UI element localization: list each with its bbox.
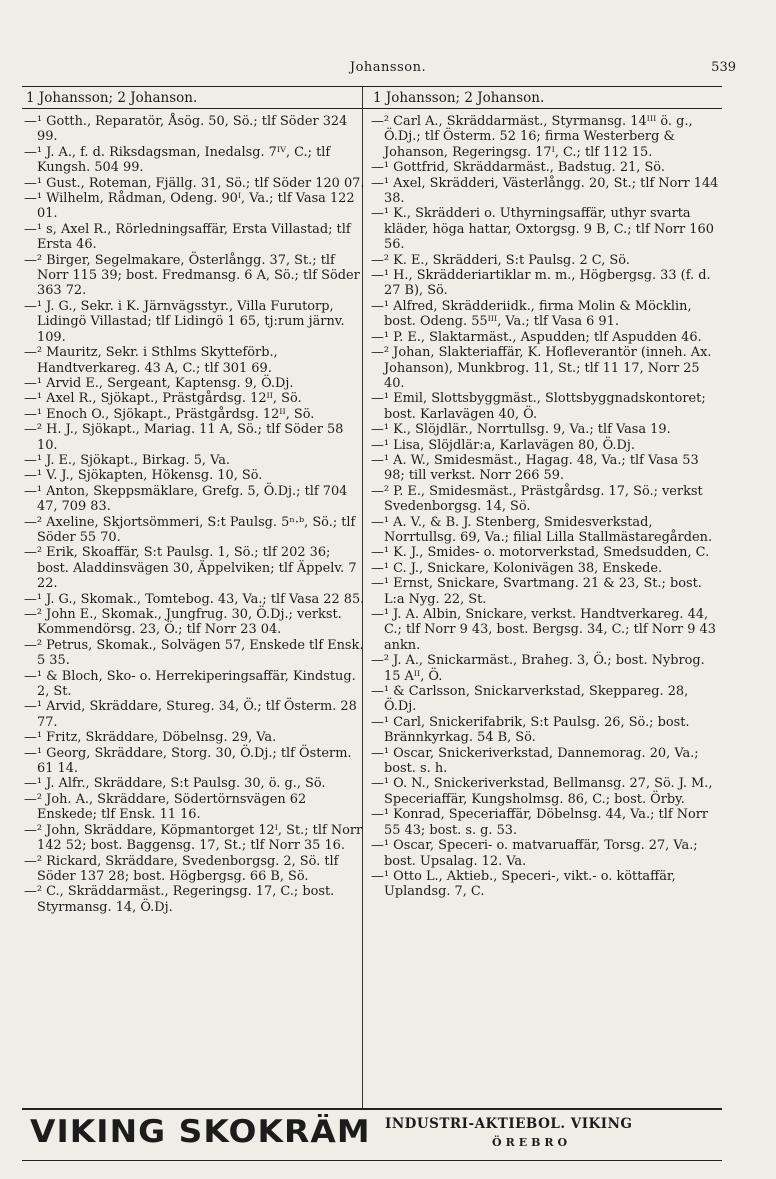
advertisement-footer (0, 1114, 776, 1164)
page-header (0, 58, 776, 80)
directory-entry: —¹ J. G., Skomak., Tomtebog. 43, Va.; tlf Vasa 22 85. (24, 591, 365, 607)
directory-entry: —² Carl A., Skräddarmäst., Styrmansg. 14ᴵᴵᴵ ö. g., Ö.Dj.; tlf Österm. 52 16; firma Westerberg & Johanson, Regeringsg. 17ᴵ, C.; tlf 112 15. (371, 114, 693, 160)
directory-entry: —¹ Oscar, Speceri- o. matvaruaffär, Torsg. 27, Va.; bost. Upsalag. 12. Va. (371, 838, 698, 869)
directory-entry: —¹ J. A., f. d. Riksdagsman, Inedalsg. 7ᴵⱽ, C.; tlf Kungsh. 504 99. (24, 144, 331, 176)
directory-entry: —¹ J. A. Albin, Snickare, verkst. Handtverkareg. 44, C.; tlf Norr 9 43, bost. Bergsg. 34, C.; tlf Norr 9 43 ankn. (371, 607, 716, 653)
directory-entry: —¹ Enoch O., Sjökapt., Prästgårdsg. 12ᴵᴵ, Sö. (24, 406, 315, 422)
directory-entry: —¹ Axel, Skrädderi, Västerlångg. 20, St.; tlf Norr 144 38. (371, 175, 719, 207)
directory-entry: —¹ Otto L., Aktieb., Speceri-, vikt.- o. köttaffär, Uplandsg. 7, C. (371, 868, 676, 900)
directory-entry: —² J. A., Snickarmäst., Braheg. 3, Ö.; bost. Nybrog. 15 Aᴵᴵ, Ö. (371, 653, 705, 684)
directory-entry: —² Mauritz, Sekr. i Sthlms Skytteförb., Handtverkareg. 43 A, C.; tlf 301 69. (24, 345, 278, 376)
directory-entry: —¹ Axel R., Sjökapt., Prästgårdsg. 12ᴵᴵ, Sö. (24, 391, 302, 407)
company-city: ÖREBRO (492, 1136, 572, 1149)
directory-entry: —² Johan, Slakteriaffär, K. Hofleverantör (inneh. Ax. Johanson), Munkbrog. 11, St.; tlf 11 17, Norr 25 40. (371, 345, 712, 391)
directory-entry: —¹ Emil, Slottsbyggmäst., Slottsbyggnadskontoret; bost. Karlavägen 40, Ö. (371, 391, 706, 422)
directory-entry: —² Joh. A., Skräddare, Södertörnsvägen 62 Enskede; tlf Ensk. 11 16. (24, 791, 307, 823)
directory-entry: —² K. E., Skrädderi, S:t Paulsg. 2 C, Sö. (371, 252, 630, 268)
directory-entry: —¹ s, Axel R., Rörledningsaffär, Ersta Villastad; tlf Ersta 46. (24, 221, 351, 253)
right-column (371, 114, 719, 900)
page-number: 539 (711, 60, 736, 75)
directory-entry: —¹ Gotth., Reparatör, Åsög. 50, Sö.; tlf Söder 324 99. (24, 114, 348, 145)
directory-entry: —¹ Ernst, Snickare, Svartmang. 21 & 23, St.; bost. L:a Nyg. 22, St. (371, 576, 702, 607)
directory-entry: —² Erik, Skoaffär, S:t Paulsg. 1, Sö.; tlf 202 36; bost. Aladdinsvägen 30, Äppelviken; tlf Äppelv. 7 22. (24, 545, 357, 592)
directory-entry: —¹ K. J., Smides- o. motorverkstad, Smedsudden, C. (371, 545, 710, 561)
brand-name: VIKING SKOKRÄM (30, 1114, 371, 1150)
right-column-heading: 1 Johansson; 2 Johanson. (373, 90, 545, 106)
directory-entry: —¹ A. W., Smidesmäst., Hagag. 48, Va.; tlf Vasa 53 98; till verkst. Norr 266 59. (371, 452, 699, 484)
directory-entry: —¹ Wilhelm, Rådman, Odeng. 90ᴵ, Va.; tlf Vasa 122 01. (24, 191, 355, 222)
directory-entry: —¹ Gust., Roteman, Fjällg. 31, Sö.; tlf Söder 120 07. (24, 175, 365, 191)
directory-entry: —¹ A. V., & B. J. Stenberg, Smidesverkstad, Norrtullsg. 69, Va.; filial Lilla Stallmästaregården. (371, 514, 713, 545)
directory-entry: —¹ Lisa, Slöjdlär:a, Karlavägen 80, Ö.Dj. (371, 437, 635, 453)
directory-entry: —² H. J., Sjökapt., Mariag. 11 A, Sö.; tlf Söder 58 10. (24, 422, 344, 453)
directory-entry: —¹ Georg, Skräddare, Storg. 30, Ö.Dj.; tlf Österm. 61 14. (24, 745, 352, 777)
left-column (24, 114, 366, 915)
directory-entry: —² Petrus, Skomak., Solvägen 57, Enskede tlf Ensk. 5 35. (24, 637, 364, 669)
directory-entry: —² C., Skräddarmäst., Regeringsg. 17, C.; bost. Styrmansg. 14, Ö.Dj. (24, 884, 335, 915)
directory-entry: —¹ C. J., Snickare, Kolonivägen 38, Enskede. (371, 560, 663, 576)
directory-entry: —¹ Gottfrid, Skräddarmäst., Badstug. 21, Sö. (371, 160, 665, 176)
directory-entry: —¹ H., Skrädderiartiklar m. m., Högbergsg. 33 (f. d. 27 B), Sö. (371, 268, 711, 299)
directory-entry: —¹ J. Alfr., Skräddare, S:t Paulsg. 30, ö. g., Sö. (24, 776, 326, 792)
directory-entry: —¹ J. G., Sekr. i K. Järnvägsstyr., Villa Furutorp, Lidingö Villastad; tlf Lidingö 1 65, tj:rum järnv. 109. (24, 298, 345, 345)
header-rule (22, 86, 722, 87)
directory-entry: —¹ Alfred, Skrädderiidk., firma Molin & Möcklin, bost. Odeng. 55ᴵᴵᴵ, Va.; tlf Vasa 6 91. (371, 298, 692, 330)
directory-entry: —¹ Fritz, Skräddare, Döbelnsg. 29, Va. (24, 730, 277, 746)
directory-entry: —¹ & Carlsson, Snickarverkstad, Skeppareg. 28, Ö.Dj. (371, 684, 689, 715)
directory-entry: —² Rickard, Skräddare, Svedenborgsg. 2, Sö. tlf Söder 137 28; bost. Högbergsg. 66 B, Sö. (24, 853, 339, 884)
directory-entry: —¹ J. E., Sjökapt., Birkag. 5, Va. (24, 452, 231, 468)
directory-entry: —¹ Anton, Skeppsmäklare, Grefg. 5, Ö.Dj.; tlf 704 47, 709 83. (24, 483, 348, 515)
company-name: INDUSTRI-AKTIEBOL. VIKING (385, 1116, 633, 1132)
directory-entry: —¹ O. N., Snickeriverkstad, Bellmansg. 27, Sö. J. M., Speceriaffär, Kungsholmsg. 86, C.; bost. Örby. (371, 776, 713, 807)
directory-entry: —¹ Carl, Snickerifabrik, S:t Paulsg. 26, Sö.; bost. Brännkyrkag. 54 B, Sö. (371, 714, 690, 746)
left-column-heading: 1 Johansson; 2 Johanson. (26, 90, 198, 106)
directory-entry: —¹ K., Slöjdlär., Norrtullsg. 9, Va.; tlf Vasa 19. (371, 422, 671, 438)
page-title: Johansson. (349, 60, 427, 75)
footer-rule-bottom (22, 1160, 722, 1161)
directory-entry: —² John E., Skomak., Jungfrug. 30, Ö.Dj.; verkst. Kommendörsg. 23, Ö.; tlf Norr 23 04. (24, 607, 342, 638)
directory-entry: —¹ & Bloch, Sko- o. Herrekiperingsaffär, Kindstug. 2, St. (24, 668, 356, 700)
directory-entry: —² Axeline, Skjortsömmeri, S:t Paulsg. 5ⁿ·ᵇ, Sö.; tlf Söder 55 70. (24, 514, 356, 545)
subheader-rule (22, 108, 722, 109)
directory-entry: —¹ Arvid E., Sergeant, Kaptensg. 9, Ö.Dj. (24, 375, 294, 391)
directory-entry: —² John, Skräddare, Köpmantorget 12ᴵ, St.; tlf Norr 142 52; bost. Baggensg. 17, St.; tlf Norr 35 16. (24, 822, 363, 854)
directory-entry: —¹ Arvid, Skräddare, Stureg. 34, Ö.; tlf Österm. 28 77. (24, 699, 357, 730)
directory-entry: —¹ V. J., Sjökapten, Hökensg. 10, Sö. (24, 468, 263, 484)
directory-entry: —¹ Konrad, Speceriaffär, Döbelnsg. 44, Va.; tlf Norr 55 43; bost. s. g. 53. (371, 807, 709, 838)
directory-entry: —² P. E., Smidesmäst., Prästgårdsg. 17, Sö.; verkst Svedenborgsg. 14, Sö. (371, 483, 703, 515)
footer-rule-top (22, 1108, 722, 1110)
directory-entry: —¹ Oscar, Snickeriverkstad, Dannemorag. 20, Va.; bost. s. h. (371, 745, 699, 777)
directory-entry: —¹ P. E., Slaktarmäst., Aspudden; tlf Aspudden 46. (371, 329, 702, 345)
directory-entry: —² Birger, Segelmakare, Österlångg. 37, St.; tlf Norr 115 39; bost. Fredmansg. 6 A, Sö.; tlf Söder 363 72. (24, 252, 360, 299)
directory-entry: —¹ K., Skrädderi o. Uthyrningsaffär, uthyr svarta kläder, höga hattar, Oxtorgsg. 9 B, C.; tlf Norr 160 56. (371, 206, 714, 253)
